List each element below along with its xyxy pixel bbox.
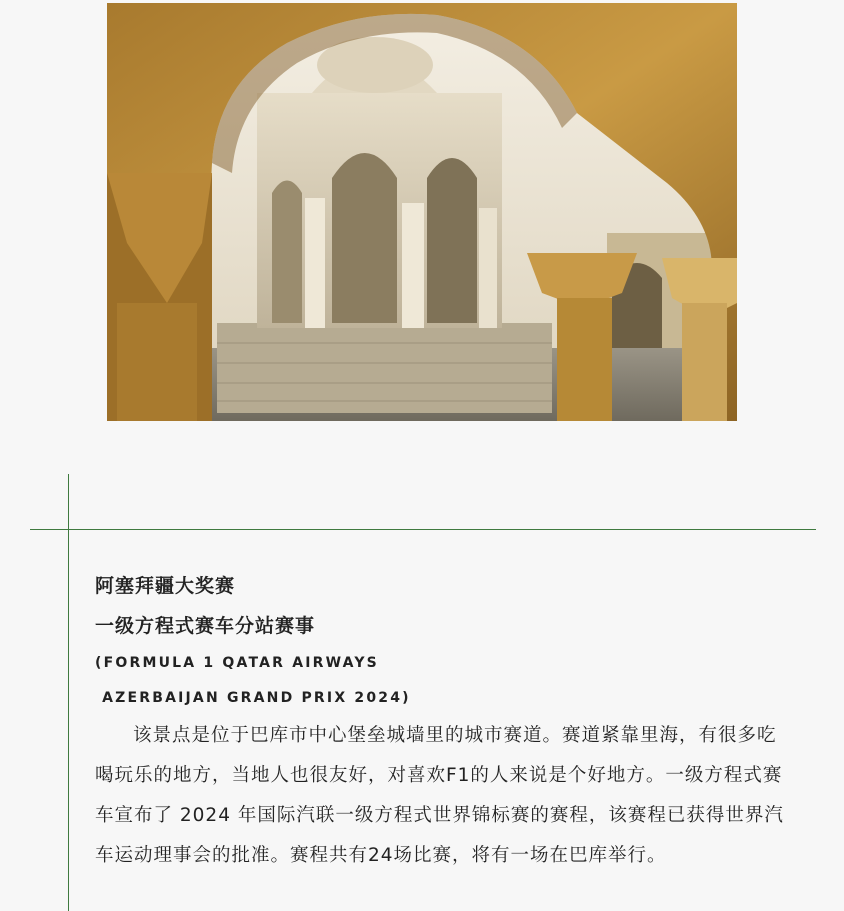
baku-arch-photo	[107, 3, 737, 421]
article-text	[95, 566, 815, 876]
vertical-divider	[68, 474, 69, 911]
horizontal-divider	[30, 529, 816, 530]
english-title-line-1: (FORMULA 1 QATAR AIRWAYS	[95, 655, 379, 671]
article-title-line-2: 一级方程式赛车分站赛事	[95, 615, 316, 637]
article-paragraph: 该景点是位于巴库市中心堡垒城墙里的城市赛道。赛道紧靠里海，有很多吃喝玩乐的地方，当地人也很友好，对喜欢F1的人来说是个好地方。一级方程式赛车宣布了 2024 年国际汽联一级方程式世界锦标赛的赛程，该赛程已获得世界汽车运动理事会的批准。赛程共有24场比赛，将有一场在巴库举行。	[95, 725, 784, 866]
article-title-line-1: 阿塞拜疆大奖赛	[95, 575, 236, 597]
english-title-line-2: AZERBAIJAN GRAND PRIX 2024)	[95, 690, 411, 706]
